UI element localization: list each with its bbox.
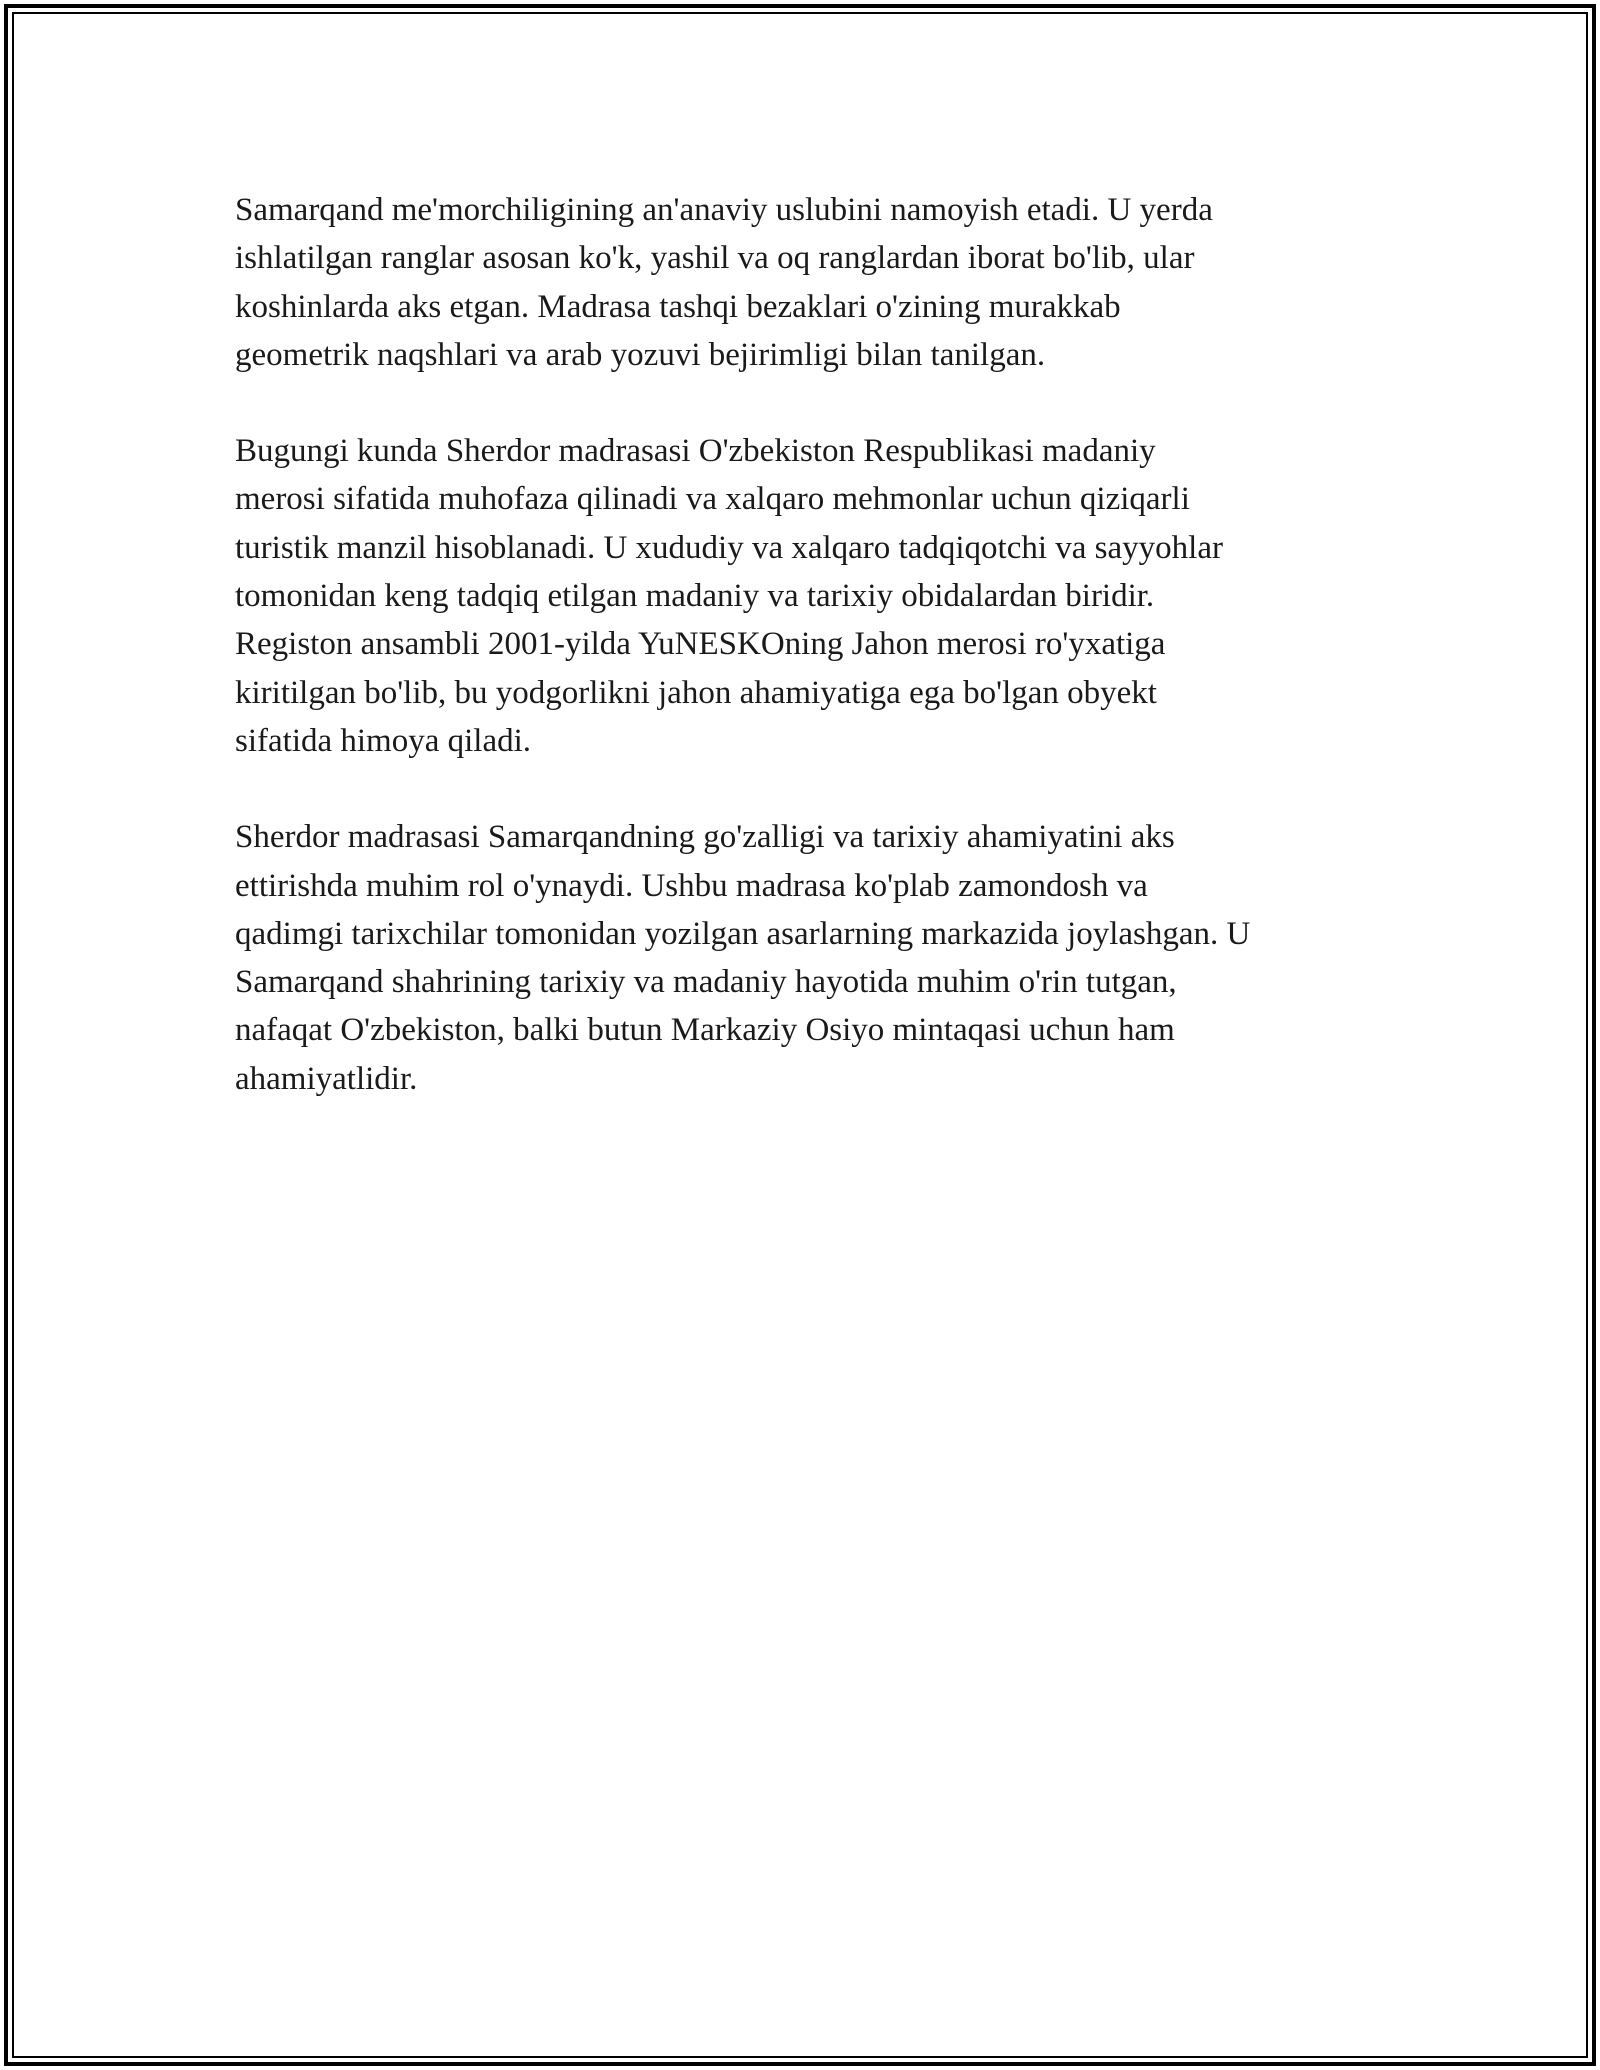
paragraph-3: Sherdor madrasasi Samarqandning go'zalligi va tarixiy ahamiyatini aks ettirishda muhim rol o'ynaydi. Ushbu madrasa ko'plab zamondosh va qadimgi tarixchilar tomonidan yozilgan asarlarning markazida joylashgan. U Samarqand shahrining tarixiy va madaniy hayotida muhim o'rin tutgan, nafaqat O'zbekiston, balki butun Markaziy Osiyo mintaqasi uchun ham ahamiyatlidir. <box>235 819 1251 1097</box>
paragraph-1: Samarqand me'morchiligining an'anaviy uslubini namoyish etadi. U yerda ishlatilgan ranglar asosan ko'k, yashil va oq ranglardan iborat bo'lib, ular koshinlarda aks etgan. Madrasa tashqi bezaklari o'zining murakkab geometrik naqshlari va arab yozuvi bejirimligi bilan tanilgan. <box>235 192 1213 373</box>
paragraph-2: Bugungi kunda Sherdor madrasasi O'zbekiston Respublikasi madaniy merosi sifatida muhofaza qilinadi va xalqaro mehmonlar uchun qiziqarli turistik manzil hisoblanadi. U xududiy va xalqaro tadqiqotchi va sayyohlar tomonidan keng tadqiq etilgan madaniy va tarixiy obidalardan biridir. Registon ansambli 2001-yilda YuNESKOning Jahon merosi ro'yxatiga kiritilgan bo'lib, bu yodgorlikni jahon ahamiyatiga ega bo'lgan obyekt sifatida himoya qiladi. <box>235 433 1223 759</box>
document-body <box>235 186 1375 1151</box>
